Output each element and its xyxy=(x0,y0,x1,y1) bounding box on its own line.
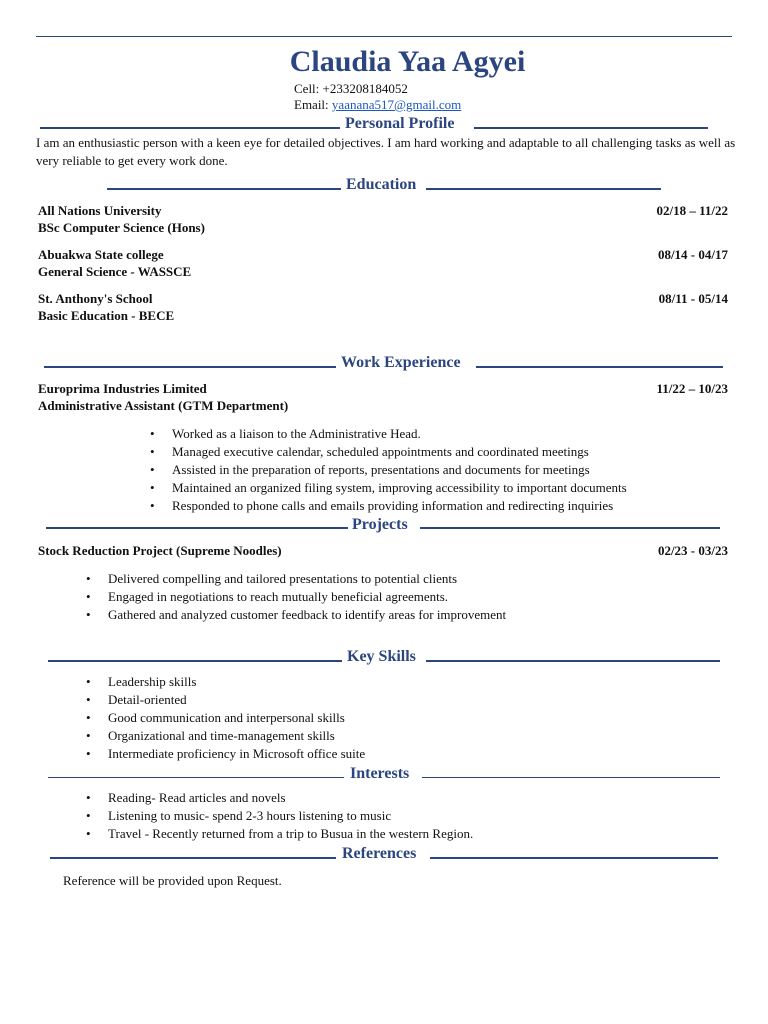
education-school: All Nations University xyxy=(38,203,162,218)
education-dates: 08/14 - 04/17 xyxy=(657,247,728,262)
profile-text: I am an enthusiastic person with a keen eye for detailed objectives. I am hard working and adaptable to all challenging tasks as well as very reliable to get every work done. xyxy=(36,135,736,168)
list-item: • Reading- Read articles and novels xyxy=(108,789,473,807)
email-link[interactable]: yaanana517@gmail.com xyxy=(331,97,462,112)
interests-list xyxy=(108,789,473,843)
cell-label: Cell: xyxy=(294,81,320,96)
references-divider-left xyxy=(50,857,336,859)
education-school: Abuakwa State college xyxy=(38,247,164,262)
education-dates: 08/11 - 05/14 xyxy=(658,291,728,306)
project-dates: 02/23 - 03/23 xyxy=(657,543,728,558)
work-divider-left xyxy=(44,366,336,368)
candidate-name: Claudia Yaa Agyei xyxy=(289,45,526,78)
list-item: • Listening to music- spend 2-3 hours listening to music xyxy=(108,807,473,825)
education-dates: 02/18 – 11/22 xyxy=(656,203,728,218)
section-heading-skills: Key Skills xyxy=(347,648,416,665)
references-text: Reference will be provided upon Request. xyxy=(63,873,282,888)
list-item: • Maintained an organized filing system, improving accessibility to important documents xyxy=(172,479,627,497)
list-item: • Gathered and analyzed customer feedback to identify areas for improvement xyxy=(108,606,506,624)
section-heading-interests: Interests xyxy=(350,765,410,782)
work-bullets xyxy=(172,425,627,515)
list-item: • Organizational and time-management skills xyxy=(108,727,365,745)
section-heading-references: References xyxy=(342,845,417,862)
section-heading-projects: Projects xyxy=(352,516,408,533)
skills-divider-left xyxy=(48,660,342,662)
projects-divider-right xyxy=(420,527,720,529)
skills-divider-right xyxy=(426,660,720,662)
list-item: • Leadership skills xyxy=(108,673,365,691)
education-program: BSc Computer Science (Hons) xyxy=(38,220,205,235)
section-heading-education: Education xyxy=(346,176,417,193)
work-divider-right xyxy=(476,366,723,368)
top-divider xyxy=(36,36,732,37)
project-title: Stock Reduction Project (Supreme Noodles) xyxy=(38,543,282,558)
education-school: St. Anthony's School xyxy=(38,291,153,306)
list-item: • Good communication and interpersonal skills xyxy=(108,709,365,727)
references-divider-right xyxy=(430,857,718,859)
email-label: Email: xyxy=(294,97,329,112)
section-heading-work: Work Experience xyxy=(341,354,461,371)
list-item: • Delivered compelling and tailored presentations to potential clients xyxy=(108,570,506,588)
list-item: • Responded to phone calls and emails providing information and redirecting inquiries xyxy=(172,497,627,515)
education-divider-right xyxy=(426,188,661,190)
list-item: • Managed executive calendar, scheduled appointments and coordinated meetings xyxy=(172,443,627,461)
list-item: • Assisted in the preparation of reports, presentations and documents for meetings xyxy=(172,461,627,479)
list-item: • Detail-oriented xyxy=(108,691,365,709)
project-bullets xyxy=(108,570,506,624)
profile-divider-right xyxy=(474,127,708,129)
profile-divider-left xyxy=(40,127,340,129)
education-program: General Science - WASSCE xyxy=(38,264,192,279)
work-role: Administrative Assistant (GTM Department) xyxy=(38,398,289,413)
skills-list xyxy=(108,673,365,763)
projects-divider-left xyxy=(46,527,348,529)
interests-divider-right xyxy=(422,777,720,778)
work-dates: 11/22 – 10/23 xyxy=(656,381,728,396)
work-company: Europrima Industries Limited xyxy=(38,381,207,396)
contact-email xyxy=(294,97,461,113)
list-item: • Intermediate proficiency in Microsoft office suite xyxy=(108,745,365,763)
list-item: • Worked as a liaison to the Administrative Head. xyxy=(172,425,627,443)
list-item: • Travel - Recently returned from a trip to Busua in the western Region. xyxy=(108,825,473,843)
contact-cell xyxy=(294,81,408,97)
education-divider-left xyxy=(107,188,341,190)
education-program: Basic Education - BECE xyxy=(38,308,175,323)
section-heading-profile: Personal Profile xyxy=(345,115,455,132)
cell-number: +233208184052 xyxy=(322,81,408,96)
interests-divider-left xyxy=(48,777,344,778)
list-item: • Engaged in negotiations to reach mutually beneficial agreements. xyxy=(108,588,506,606)
